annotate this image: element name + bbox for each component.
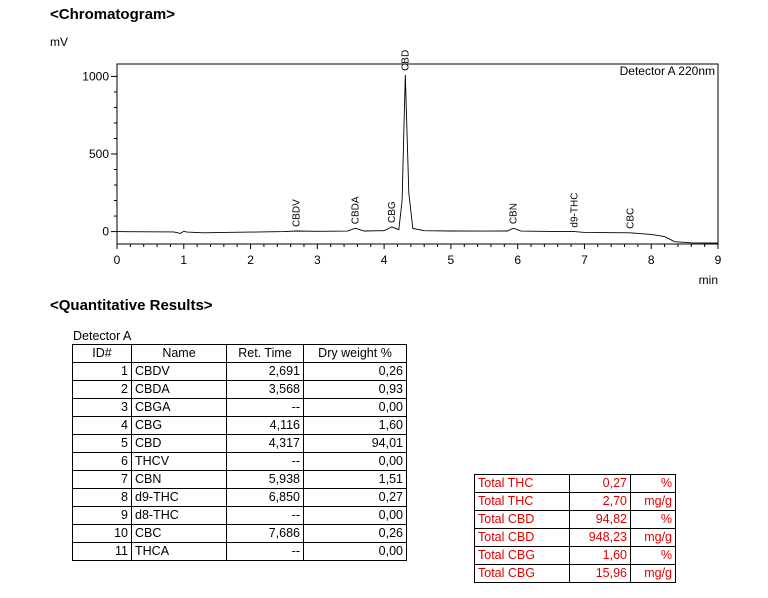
totals-row [475,475,676,493]
peak-label: CBDV [291,199,303,228]
x-tick-label: 8 [647,253,655,267]
total-value: 948,23 [570,529,631,547]
cell-dry-weight: 0,26 [304,525,407,543]
total-unit: % [631,475,676,493]
table-row [73,363,407,381]
cell-id: 5 [73,435,132,453]
table-row [73,417,407,435]
table-header-row [73,345,407,363]
header-name: Name [132,345,227,363]
totals-row [475,529,676,547]
chromatogram-title: <Chromatogram> [50,6,176,23]
peak-label: CBC [625,207,637,229]
x-tick-label: 6 [514,253,522,267]
cell-dry-weight: 0,00 [304,453,407,471]
total-unit: % [631,511,676,529]
cell-name: CBN [132,471,227,489]
cell-name: THCV [132,453,227,471]
totals-row [475,565,676,583]
cell-dry-weight: 1,51 [304,471,407,489]
y-tick-label: 0 [102,224,109,239]
cell-ret-time: 3,568 [227,381,304,399]
total-label: Total CBD [475,529,570,547]
cell-dry-weight: 0,00 [304,543,407,561]
cell-dry-weight: 94,01 [304,435,407,453]
x-tick-label: 5 [447,253,455,267]
total-label: Total CBG [475,565,570,583]
cell-dry-weight: 0,00 [304,507,407,525]
cell-name: CBG [132,417,227,435]
x-tick-label: 4 [380,253,388,267]
cell-name: CBGA [132,399,227,417]
cell-name: d8-THC [132,507,227,525]
peak-label: CBDA [350,196,362,225]
table-row [73,399,407,417]
x-tick-label: 2 [247,253,254,267]
cell-name: CBDA [132,381,227,399]
totals-row [475,511,676,529]
cell-name: CBD [132,435,227,453]
peak-label: CBN [508,203,520,225]
total-unit: % [631,547,676,565]
cell-dry-weight: 0,26 [304,363,407,381]
cell-dry-weight: 1,60 [304,417,407,435]
x-tick-label: 1 [180,253,188,267]
results-title: <Quantitative Results> [50,297,213,314]
cell-name: THCA [132,543,227,561]
cell-ret-time: 5,938 [227,471,304,489]
x-tick-label: 7 [581,253,588,267]
header-dry-weight: Dry weight % [304,345,407,363]
cell-ret-time: 7,686 [227,525,304,543]
cell-ret-time: 2,691 [227,363,304,381]
detector-label: Detector A 220nm [619,64,715,78]
total-unit: mg/g [631,529,676,547]
total-unit: mg/g [631,493,676,511]
totals-row [475,547,676,565]
cell-ret-time: -- [227,453,304,471]
detector-caption: Detector A [73,329,132,343]
totals-table [474,474,676,583]
total-label: Total THC [475,493,570,511]
y-axis-label: mV [50,35,68,49]
header-ret-time: Ret. Time [227,345,304,363]
cell-id: 11 [73,543,132,561]
peak-label: CBD [400,49,412,71]
y-tick-label: 1000 [82,69,109,84]
cell-id: 1 [73,363,132,381]
total-value: 94,82 [570,511,631,529]
x-tick-label: 3 [313,253,321,267]
x-tick-label: 9 [714,253,722,267]
table-row [73,435,407,453]
cell-dry-weight: 0,93 [304,381,407,399]
cell-id: 3 [73,399,132,417]
cell-id: 8 [73,489,132,507]
cell-id: 9 [73,507,132,525]
table-row [73,489,407,507]
table-row [73,453,407,471]
cell-name: CBDV [132,363,227,381]
cell-ret-time: -- [227,507,304,525]
x-axis-label: min [698,273,718,287]
table-row [73,543,407,561]
totals-row [475,493,676,511]
total-value: 0,27 [570,475,631,493]
total-value: 15,96 [570,565,631,583]
cell-id: 7 [73,471,132,489]
peak-label: CBG [386,201,398,223]
cell-id: 6 [73,453,132,471]
table-row [73,507,407,525]
total-label: Total CBD [475,511,570,529]
total-label: Total THC [475,475,570,493]
x-tick-label: 0 [113,253,121,267]
total-label: Total CBG [475,547,570,565]
header-id: ID# [73,345,132,363]
cell-id: 10 [73,525,132,543]
quantitative-results-table [72,344,407,561]
y-tick-label: 500 [88,147,109,161]
cell-ret-time: 4,116 [227,417,304,435]
cell-ret-time: -- [227,399,304,417]
table-row [73,471,407,489]
table-row [73,525,407,543]
peak-label: d9-THC [569,192,581,228]
cell-id: 4 [73,417,132,435]
cell-ret-time: 4,317 [227,435,304,453]
cell-id: 2 [73,381,132,399]
total-unit: mg/g [631,565,676,583]
cell-name: CBC [132,525,227,543]
total-value: 2,70 [570,493,631,511]
cell-ret-time: 6,850 [227,489,304,507]
total-value: 1,60 [570,547,631,565]
cell-ret-time: -- [227,543,304,561]
cell-dry-weight: 0,00 [304,399,407,417]
cell-dry-weight: 0,27 [304,489,407,507]
table-row [73,381,407,399]
cell-name: d9-THC [132,489,227,507]
